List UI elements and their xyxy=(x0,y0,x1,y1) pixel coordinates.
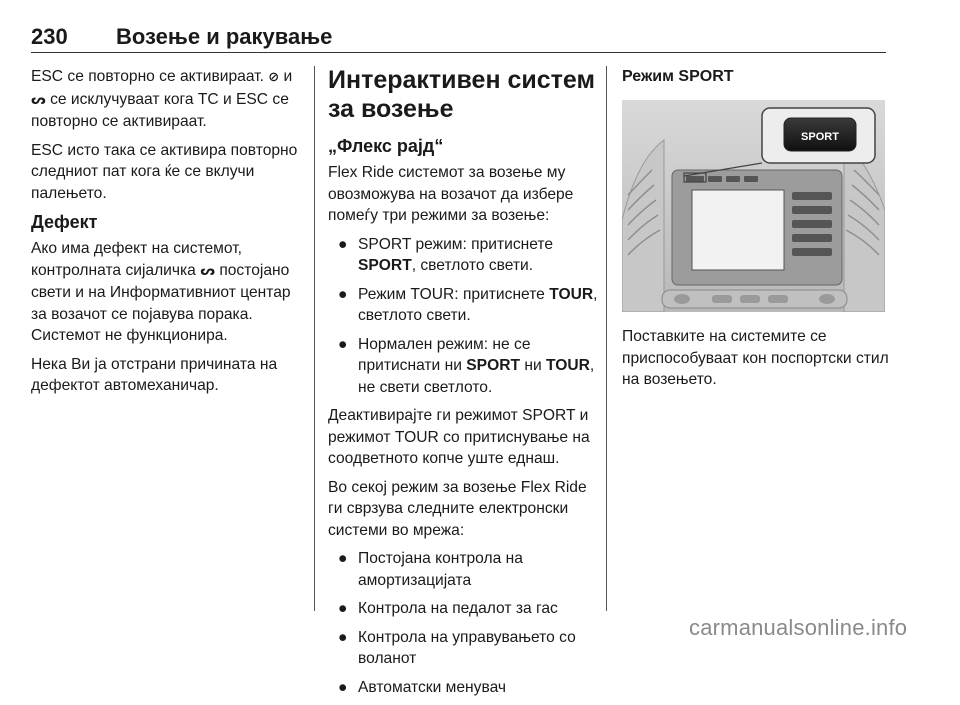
list-item: ● Постојана контрола на амортизацијата xyxy=(338,550,523,589)
paragraph: Flex Ride системот за возење му овозможува на возачот да избере помеѓу три режими за возење: xyxy=(328,164,574,224)
list-item: ● Контрола на педалот за гас xyxy=(338,600,558,617)
watermark: carmanualsonline.info xyxy=(689,615,908,640)
paragraph: Деактивирајте ги режимот SPORT и режимот TOUR со притиснување на соодветното копче уште еднаш. xyxy=(328,407,590,467)
system-list xyxy=(328,548,598,698)
esc-warning-icon: ᔕ xyxy=(200,263,215,279)
list-item: ● Нормален режим: не се притиснати ни SPORT ни TOUR, не свети светлото. xyxy=(338,335,595,396)
display-screen xyxy=(692,190,784,270)
sub-heading: „Флекс рајд“ xyxy=(328,136,444,156)
section-heading: Дефект xyxy=(31,212,98,232)
page-header xyxy=(31,22,886,53)
sport-button-label: SPORT xyxy=(801,131,839,143)
list-item: ● SPORT режим: притиснете SPORT, светлото свети. xyxy=(338,235,554,274)
column-left xyxy=(31,66,303,404)
column-right xyxy=(622,66,892,398)
section-heading: Интерактивен систем за возење xyxy=(328,66,595,123)
figure-caption: Поставките на системите се приспособуваат кон поспортски стил на возењето. xyxy=(622,328,889,388)
paragraph: Нека Ви ја отстрани причината на дефектот автомеханичар. xyxy=(31,355,278,394)
paragraph: Во секој режим за возење Flex Ride ги сврзува следните електронски системи во мрежа: xyxy=(328,478,587,539)
dashboard-illustration xyxy=(622,100,885,312)
page-number: 230 xyxy=(31,24,68,49)
column-middle xyxy=(328,66,598,705)
paragraph: ESC исто така се активира повторно следниот пат кога ќе се вклучи палењето. xyxy=(31,141,298,202)
list-item: ● Контрола на управувањето со воланот xyxy=(338,628,576,667)
paragraph: ESC се повторно се активираат. ⊘ и ᔕ се исклучуваат кога TC и ESC се повторно се активираат. xyxy=(31,68,293,130)
column-divider xyxy=(606,66,607,611)
section-heading: Режим SPORT xyxy=(622,68,734,85)
paragraph: Ако има дефект на системот, контролната сијаличка ᔕ постојано свети и на Информативниот центар за возачот се појавува порака. Системот не функционира. xyxy=(31,240,291,344)
dashboard-figure xyxy=(622,100,885,312)
list-item: ● Автоматски менувач xyxy=(338,678,507,696)
esc-off-icon: ᔕ xyxy=(31,92,46,108)
mode-list xyxy=(328,234,598,399)
column-divider xyxy=(314,66,315,611)
chapter-title: Возење и ракување xyxy=(116,24,333,49)
list-item: ● Режим TOUR: притиснете TOUR, светлото свети. xyxy=(338,285,598,324)
tc-off-icon: ⊘ xyxy=(268,70,280,85)
